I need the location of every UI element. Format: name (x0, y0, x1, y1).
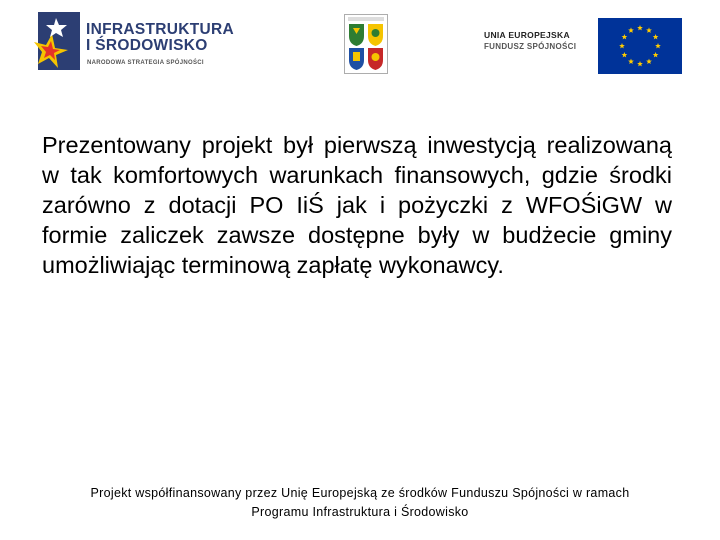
logo-bar (0, 0, 720, 80)
iis-title (86, 22, 234, 54)
eu-title: UNIA EUROPEJSKA (484, 30, 570, 40)
footer-note (0, 484, 720, 522)
eu-subtitle: FUNDUSZ SPÓJNOŚCI (484, 42, 577, 51)
eu-text (484, 30, 576, 51)
municipal-crests-logo (344, 14, 388, 74)
infrastruktura-srodowisko-logo (30, 10, 240, 74)
main-paragraph: Prezentowany projekt był pierwszą inwestycją realizowaną w tak komfortowych warunkach finansowych, gdzie środki zarówno z dotacji PO IiŚ jak i pożyczki z WFOŚiGW w formie zaliczek zawsze dostępne były w budżecie gminy umożliwiając terminową zapłatę wykonawcy. (42, 132, 672, 278)
footer-line1: Projekt współfinansowany przez Unię Europejską ze środków Funduszu Spójności w ramach (90, 486, 630, 500)
iis-title-line1: INFRASTRUKTURA (86, 21, 234, 38)
iis-title-line2: I ŚRODOWISKO (86, 37, 208, 54)
national-cohesion-strategy-icon (30, 12, 80, 70)
footer-line2: Programu Infrastruktura i Środowisko (251, 505, 469, 519)
iis-subtitle: NARODOWA STRATEGIA SPÓJNOŚCI (87, 60, 204, 66)
eu-flag-icon (598, 18, 682, 74)
